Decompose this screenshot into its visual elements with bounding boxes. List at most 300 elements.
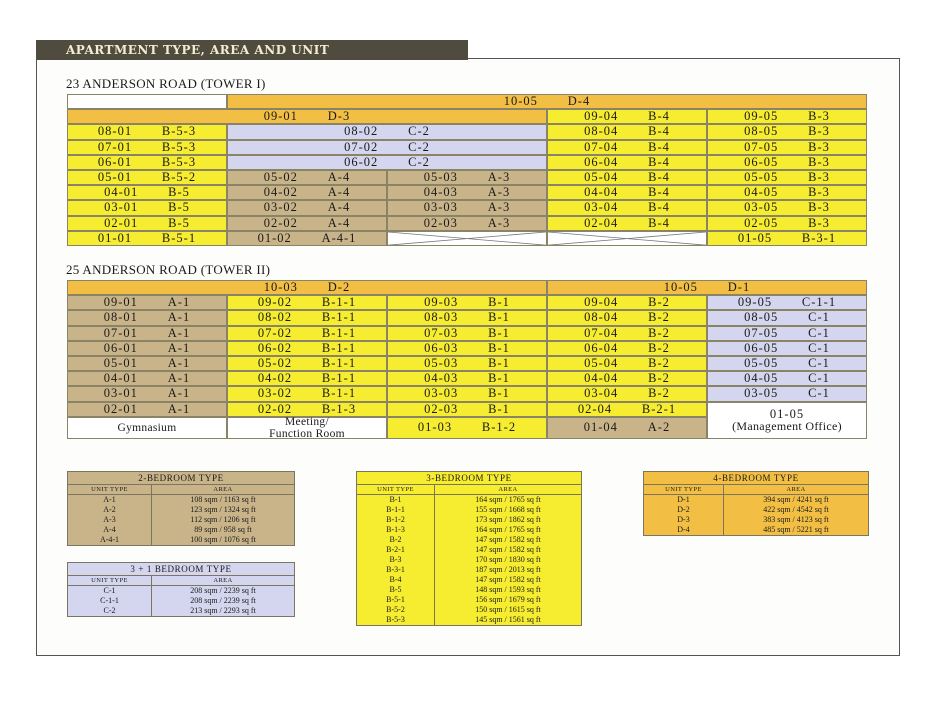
unit-number: 03-02 (257, 386, 293, 401)
legend-row (357, 505, 581, 515)
unit-number: 01-01 (97, 230, 133, 245)
unit-type: B-2-1 (641, 401, 677, 416)
unit-number: 06-01 (97, 154, 133, 169)
legend-area: 213 sqm / 2293 sq ft (190, 606, 256, 615)
unit-type: B-1-2 (481, 420, 517, 435)
unit-number: 03-01 (104, 200, 139, 215)
unit-number: 04-04 (584, 371, 619, 386)
legend-area: 147 sqm / 1582 sq ft (475, 545, 541, 554)
unit-number: 08-05 (744, 310, 779, 325)
tower2-title: 25 ANDERSON ROAD (TOWER II) (66, 262, 271, 277)
unit-cell (707, 386, 867, 401)
unit-type: A-3 (487, 170, 511, 185)
unit-number: 04-02 (257, 371, 293, 386)
unit-number: 09-02 (257, 295, 293, 310)
unit-cell (547, 155, 707, 170)
legend-area: 383 sqm / 4123 sq ft (763, 515, 829, 524)
unit-type: B-3 (808, 109, 830, 124)
unit-01-05 (707, 231, 867, 246)
unit-01-03 (387, 417, 547, 439)
unit-cell (227, 295, 387, 310)
legend-row (644, 495, 868, 505)
unit-cell (547, 200, 707, 215)
unit-number: 04-05 (744, 371, 779, 386)
unit-number: 02-01 (103, 401, 138, 416)
legend-unit-type: B-2 (357, 535, 435, 545)
unit-type: A-4 (327, 200, 351, 215)
unit-number: 09-05 (737, 295, 773, 310)
unit-number: 03-04 (584, 200, 619, 215)
unit-type: B-4 (648, 139, 670, 154)
legend-area: 156 sqm / 1679 sq ft (475, 595, 541, 604)
unit-type: B-4 (648, 170, 670, 185)
unit-number: 02-02 (257, 401, 293, 416)
unit-number: 07-03 (424, 325, 459, 340)
unit-type: B-3 (808, 200, 830, 215)
unit-type: B-5-2 (161, 170, 197, 185)
unit-type: B-1 (488, 371, 510, 386)
unit-cell (67, 326, 227, 341)
unit-cell (547, 185, 707, 200)
unit-number: 09-01 (263, 109, 298, 124)
cross-mark (548, 232, 706, 245)
unit-cell (227, 170, 387, 185)
unit-cell (227, 185, 387, 200)
empty-cell (387, 231, 547, 246)
unit-type: A-1 (167, 371, 191, 386)
unit-cell (387, 216, 547, 231)
unit-type: B-3 (808, 154, 830, 169)
col-header-area: AREA (498, 486, 518, 493)
unit-cell (67, 371, 227, 386)
unit-type: B-4 (648, 154, 670, 169)
unit-number: 01-05 (737, 230, 773, 245)
unit-type: A-2 (647, 420, 671, 435)
legend-unit-type: B-5 (357, 585, 435, 595)
unit-cell (227, 155, 547, 170)
unit-number: 03-02 (263, 200, 298, 215)
legend-unit-type: B-5-2 (357, 605, 435, 615)
legend-row (644, 525, 868, 535)
unit-cell (387, 326, 547, 341)
unit-cell (707, 356, 867, 371)
unit-type: B-1-1 (321, 340, 357, 355)
meeting-label-1: Meeting/ (285, 415, 329, 428)
unit-number: 03-04 (584, 386, 619, 401)
unit-type: A-3 (487, 215, 511, 230)
unit-cell (707, 295, 867, 310)
unit-type: B-1-1 (321, 356, 357, 371)
unit-type: A-3 (487, 185, 511, 200)
unit-type: B-3 (808, 215, 830, 230)
unit-cell (387, 200, 547, 215)
unit-type: D-4 (567, 94, 591, 109)
legend-row (357, 545, 581, 555)
unit-number: 09-04 (584, 109, 619, 124)
unit-number: 05-04 (584, 356, 619, 371)
penthouse-10-03 (67, 280, 547, 295)
unit-number: 08-02 (344, 124, 379, 139)
unit-type: B-1 (488, 325, 510, 340)
legend-area: 164 sqm / 1765 sq ft (475, 495, 541, 504)
unit-number: 08-05 (744, 124, 779, 139)
unit-number: 05-05 (744, 170, 779, 185)
unit-number: 06-04 (584, 340, 619, 355)
legend-row (357, 565, 581, 575)
unit-cell (387, 341, 547, 356)
legend-unit-type: A-4-1 (68, 535, 152, 545)
legend-unit-type: C-2 (68, 606, 152, 616)
unit-cell (227, 200, 387, 215)
unit-number: 03-03 (423, 200, 458, 215)
legend-row (357, 605, 581, 615)
legend-area: 422 sqm / 4542 sq ft (763, 505, 829, 514)
unit-cell (67, 185, 227, 200)
legend-row (357, 585, 581, 595)
unit-type: B-1 (488, 310, 510, 325)
legend-area: 485 sqm / 5221 sq ft (763, 525, 829, 534)
legend-row (68, 596, 294, 606)
unit-cell (547, 295, 707, 310)
legend-2-bedroom (67, 471, 295, 546)
unit-type: B-1 (488, 356, 510, 371)
gymnasium-cell (67, 417, 227, 439)
unit-number: 09-01 (103, 295, 138, 310)
unit-type: A-1 (167, 340, 191, 355)
unit-01-01 (67, 231, 227, 246)
legend-unit-type: B-1-3 (357, 525, 435, 535)
legend-row (68, 495, 294, 505)
legend-unit-type: D-1 (644, 495, 724, 505)
unit-cell (547, 310, 707, 325)
unit-type: C-1 (808, 340, 830, 355)
unit-type: C-1 (808, 325, 830, 340)
unit-type: C-2 (408, 139, 430, 154)
unit-number: 05-02 (263, 170, 298, 185)
unit-number: 06-05 (744, 154, 779, 169)
unit-number: 08-02 (257, 310, 293, 325)
legend-area: 108 sqm / 1163 sq ft (190, 495, 256, 504)
unit-number: 05-01 (97, 170, 133, 185)
unit-number: 02-03 (424, 401, 459, 416)
unit-number: 07-04 (584, 325, 619, 340)
legend-unit-type: A-1 (68, 495, 152, 505)
legend-row (644, 515, 868, 525)
unit-number: 02-04 (584, 215, 619, 230)
unit-number: 06-02 (344, 154, 379, 169)
unit-number: 05-02 (257, 356, 293, 371)
legend-row (357, 535, 581, 545)
legend-row (68, 586, 294, 596)
empty-cell (547, 231, 707, 246)
legend-row (644, 505, 868, 515)
unit-cell (547, 216, 707, 231)
unit-type: B-2 (648, 310, 670, 325)
tower1-title: 23 ANDERSON ROAD (TOWER I) (66, 76, 266, 91)
unit-number: 06-01 (103, 340, 138, 355)
unit-number: 05-05 (744, 356, 779, 371)
unit-cell (547, 356, 707, 371)
unit-number: 07-05 (744, 139, 779, 154)
unit-type: C-1 (808, 356, 830, 371)
legend-unit-type: B-3-1 (357, 565, 435, 575)
unit-number: 04-04 (584, 185, 619, 200)
legend-title: 3-BEDROOM TYPE (357, 472, 581, 485)
unit-number: 04-05 (744, 185, 779, 200)
section-banner: APARTMENT TYPE, AREA AND UNIT (36, 40, 468, 60)
unit-type: B-5 (168, 185, 190, 200)
unit-cell (67, 200, 227, 215)
unit-number: 05-04 (584, 170, 619, 185)
legend-area: 89 sqm / 958 sq ft (194, 525, 252, 534)
penthouse-10-05 (227, 94, 867, 109)
unit-number: 01-04 (583, 420, 618, 435)
unit-cell (707, 170, 867, 185)
unit-type: B-4 (648, 185, 670, 200)
unit-number: 07-01 (103, 325, 138, 340)
unit-type: A-1 (167, 295, 191, 310)
legend-unit-type: A-2 (68, 505, 152, 515)
gym-label: Gymnasium (117, 421, 177, 434)
unit-type: C-2 (408, 124, 430, 139)
unit-type: A-1 (167, 325, 191, 340)
unit-type: B-5 (168, 200, 190, 215)
unit-number: 07-01 (97, 139, 133, 154)
legend-area: 155 sqm / 1668 sq ft (475, 505, 541, 514)
unit-cell (707, 341, 867, 356)
unit-type: B-3 (808, 170, 830, 185)
unit-cell (67, 124, 227, 139)
legend-area: 164 sqm / 1765 sq ft (475, 525, 541, 534)
unit-cell (547, 170, 707, 185)
unit-cell (67, 356, 227, 371)
unit-number: 05-03 (424, 356, 459, 371)
col-header-unit: UNIT TYPE (68, 576, 152, 585)
unit-cell (707, 124, 867, 139)
legend-row (68, 606, 294, 616)
unit-number: 06-05 (744, 340, 779, 355)
legend-area: 173 sqm / 1862 sq ft (475, 515, 541, 524)
unit-type: A-4 (327, 185, 351, 200)
unit-cell (227, 310, 387, 325)
unit-number: 04-03 (423, 185, 458, 200)
mgmt-label: (Management Office) (732, 419, 842, 434)
legend-unit-type: D-4 (644, 525, 724, 535)
unit-number: 04-01 (104, 185, 139, 200)
unit-cell (67, 140, 227, 155)
unit-cell (227, 140, 547, 155)
unit-type: A-3 (487, 200, 511, 215)
unit-type: B-1 (488, 340, 510, 355)
legend-unit-type: C-1 (68, 586, 152, 596)
unit-cell (67, 386, 227, 401)
unit-cell (707, 310, 867, 325)
unit-type: D-2 (327, 280, 351, 295)
legend-row (68, 515, 294, 525)
unit-cell (547, 326, 707, 341)
unit-cell (387, 185, 547, 200)
unit-type: C-1 (808, 371, 830, 386)
unit-cell (387, 386, 547, 401)
legend-unit-type: B-5-1 (357, 595, 435, 605)
unit-number: 07-02 (344, 139, 379, 154)
legend-unit-type: C-1-1 (68, 596, 152, 606)
blank-cell (67, 94, 227, 109)
unit-09-05 (707, 109, 867, 124)
unit-type: A-1 (167, 310, 191, 325)
legend-4-bedroom (643, 471, 869, 536)
legend-unit-type: A-3 (68, 515, 152, 525)
unit-01-02 (227, 231, 387, 246)
unit-cell (707, 155, 867, 170)
unit-number: 07-04 (584, 139, 619, 154)
unit-type: D-3 (327, 109, 351, 124)
unit-type: B-4 (648, 124, 670, 139)
unit-type: C-1-1 (801, 295, 837, 310)
unit-cell (387, 310, 547, 325)
legend-row (357, 595, 581, 605)
unit-cell (707, 371, 867, 386)
unit-type: B-5-3 (161, 139, 197, 154)
unit-number: 02-05 (744, 215, 779, 230)
unit-cell (67, 295, 227, 310)
unit-number: 08-04 (584, 310, 619, 325)
unit-number: 08-01 (97, 124, 133, 139)
unit-cell (387, 371, 547, 386)
unit-type: B-1-3 (321, 401, 357, 416)
legend-3-bedroom (356, 471, 582, 626)
unit-number: 08-03 (424, 310, 459, 325)
unit-number: 08-04 (584, 124, 619, 139)
col-header-unit: UNIT TYPE (357, 485, 435, 494)
unit-cell (707, 326, 867, 341)
legend-row (357, 615, 581, 625)
legend-row (68, 525, 294, 535)
unit-type: B-1-1 (321, 295, 357, 310)
unit-cell (227, 124, 547, 139)
unit-number: 10-05 (503, 94, 538, 109)
legend-row (68, 505, 294, 515)
unit-type: B-4 (648, 200, 670, 215)
legend-area: 150 sqm / 1615 sq ft (475, 605, 541, 614)
legend-area: 208 sqm / 2239 sq ft (190, 586, 256, 595)
unit-cell (707, 200, 867, 215)
unit-type: B-2 (648, 371, 670, 386)
legend-area: 123 sqm / 1324 sq ft (190, 505, 256, 514)
unit-cell (547, 140, 707, 155)
penthouse-10-05 (547, 280, 867, 295)
unit-cell (67, 341, 227, 356)
legend-unit-type: B-3 (357, 555, 435, 565)
legend-area: 147 sqm / 1582 sq ft (475, 535, 541, 544)
unit-number: 02-04 (577, 401, 613, 416)
unit-cell (67, 216, 227, 231)
legend-unit-type: B-1-2 (357, 515, 435, 525)
unit-number: 05-01 (103, 356, 138, 371)
management-office-cell (707, 402, 867, 439)
unit-number: 02-01 (104, 215, 139, 230)
unit-cell (707, 216, 867, 231)
unit-type: B-1-1 (321, 371, 357, 386)
unit-cell (547, 124, 707, 139)
unit-cell (547, 371, 707, 386)
unit-type: B-2 (648, 325, 670, 340)
legend-title: 4-BEDROOM TYPE (644, 472, 868, 485)
col-header-unit: UNIT TYPE (644, 485, 724, 494)
legend-row (357, 525, 581, 535)
unit-type: B-3 (808, 124, 830, 139)
unit-type: B-5-3 (161, 154, 197, 169)
unit-number: 03-03 (424, 386, 459, 401)
legend-area: 145 sqm / 1561 sq ft (475, 615, 541, 624)
unit-type: A-4 (327, 170, 351, 185)
unit-number: 03-05 (744, 386, 779, 401)
unit-type: B-2 (648, 295, 670, 310)
unit-number: 07-02 (257, 325, 293, 340)
legend-area: 208 sqm / 2239 sq ft (190, 596, 256, 605)
unit-cell (387, 170, 547, 185)
legend-unit-type: B-1 (357, 495, 435, 505)
unit-type: B-5-1 (161, 230, 197, 245)
unit-cell (67, 170, 227, 185)
unit-number: 06-04 (584, 154, 619, 169)
col-header-area: AREA (213, 486, 233, 493)
meeting-room-cell (227, 417, 387, 439)
unit-type: C-2 (408, 154, 430, 169)
legend-unit-type: D-2 (644, 505, 724, 515)
unit-cell (67, 402, 227, 417)
legend-title: 2-BEDROOM TYPE (68, 472, 294, 485)
legend-row (68, 535, 294, 545)
unit-cell (67, 310, 227, 325)
col-header-area: AREA (213, 577, 233, 584)
legend-row (357, 555, 581, 565)
unit-type: B-4 (648, 215, 670, 230)
legend-unit-type: D-3 (644, 515, 724, 525)
legend-title: 3 + 1 BEDROOM TYPE (68, 563, 294, 576)
unit-cell (227, 356, 387, 371)
mgmt-unit: 01-05 (769, 407, 805, 422)
legend-unit-type: B-5-3 (357, 615, 435, 625)
unit-number: 07-05 (744, 325, 779, 340)
unit-01-04 (547, 417, 707, 439)
legend-area: 394 sqm / 4241 sq ft (763, 495, 829, 504)
unit-number: 09-05 (744, 109, 779, 124)
legend-unit-type: B-4 (357, 575, 435, 585)
legend-area: 187 sqm / 2013 sq ft (475, 565, 541, 574)
unit-number: 09-03 (424, 295, 459, 310)
legend-area: 148 sqm / 1593 sq ft (475, 585, 541, 594)
unit-cell (707, 140, 867, 155)
legend-row (357, 515, 581, 525)
unit-type: D-1 (727, 280, 751, 295)
unit-type: B-1 (488, 386, 510, 401)
unit-cell (547, 402, 707, 417)
legend-3-plus-1-bedroom (67, 562, 295, 617)
unit-number: 06-02 (257, 340, 293, 355)
unit-number: 05-03 (423, 170, 458, 185)
unit-number: 04-03 (424, 371, 459, 386)
unit-cell (387, 295, 547, 310)
unit-number: 02-03 (423, 215, 458, 230)
legend-unit-type: A-4 (68, 525, 152, 535)
unit-cell (547, 341, 707, 356)
unit-type: A-1 (167, 401, 191, 416)
unit-type: B-3-1 (801, 230, 837, 245)
unit-number: 04-01 (103, 371, 138, 386)
unit-cell (547, 386, 707, 401)
col-header-unit: UNIT TYPE (68, 485, 152, 494)
